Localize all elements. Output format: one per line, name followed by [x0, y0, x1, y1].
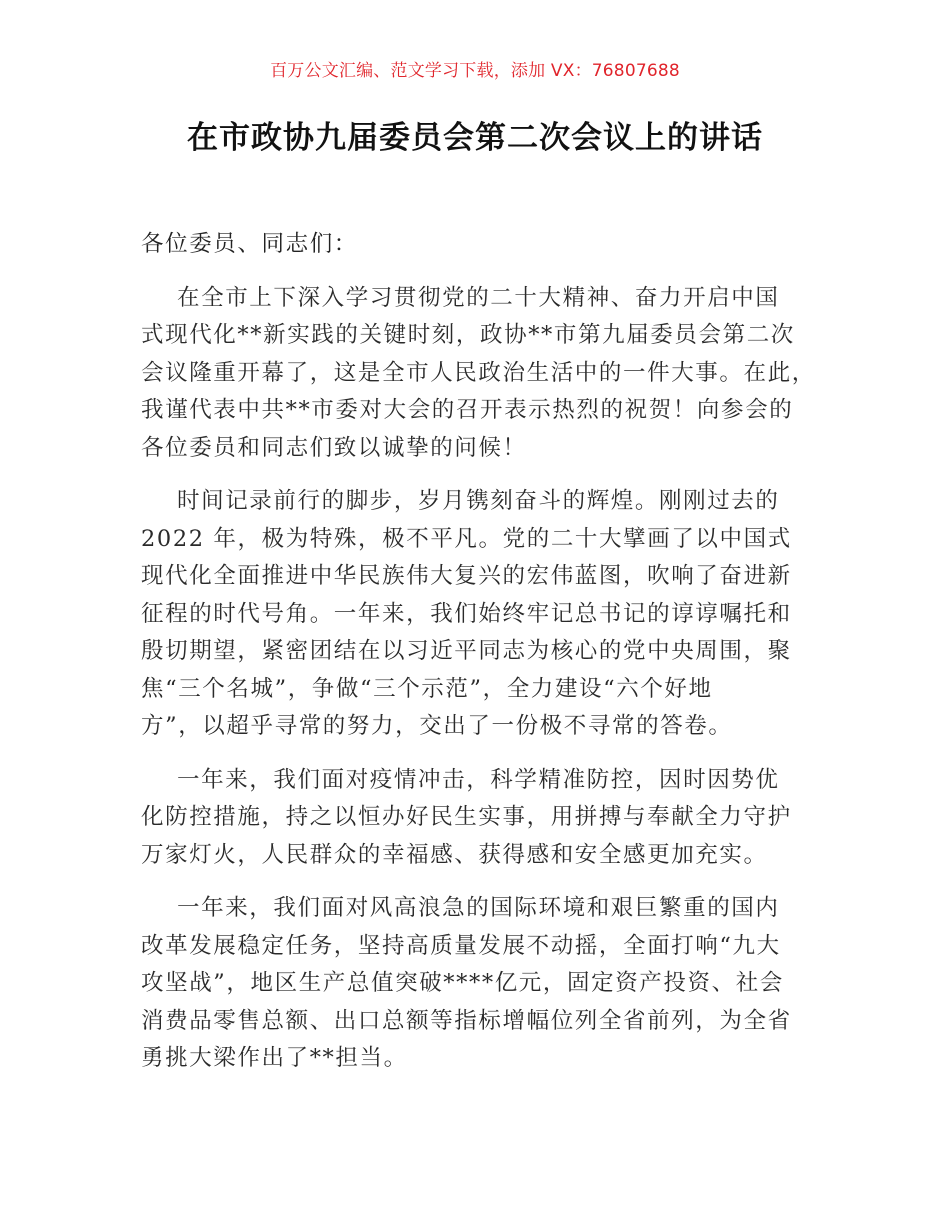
paragraph-gap [141, 467, 821, 483]
salutation: 各位委员、同志们： [141, 231, 358, 257]
text-line: 改革发展稳定任务，坚持高质量发展不动摇，全面打响“九大 [141, 932, 781, 959]
text-line: 消费品零售总额、出口总额等指标增幅位列全省前列，为全省 [141, 1007, 792, 1034]
text-line: 现代化全面推进中华民族伟大复兴的宏伟蓝图，吹响了奋进新 [141, 563, 792, 589]
text-line: 一年来，我们面对风高浪急的国际环境和艰巨繁重的国内 [177, 895, 780, 921]
text-line: 在全市上下深入学习贯彻党的二十大精神、奋力开启中国 [177, 284, 780, 311]
paragraph-1 [141, 280, 821, 468]
document-title: 在市政协九届委员会第二次会议上的讲话 [187, 120, 763, 156]
text-line: 化防控措施，持之以恒办好民生实事，用拼搏与奉献全力守护 [141, 804, 792, 830]
text-line: 方”，以超乎寻常的努力，交出了一份极不寻常的答卷。 [141, 713, 733, 739]
text-line: 时间记录前行的脚步，岁月镌刻奋斗的辉煌。刚刚过去的 [177, 488, 780, 514]
paragraph-3 [141, 762, 821, 875]
text-line: 勇挑大梁作出了**担当。 [141, 1045, 408, 1071]
text-line: 征程的时代号角。一年来，我们始终牢记总书记的谆谆嘱托和 [141, 600, 792, 627]
paragraph-4 [141, 890, 821, 1078]
paragraph-2 [141, 483, 821, 746]
text-line: 式现代化**新实践的关键时刻，政协**市第九届委员会第二次 [141, 322, 795, 348]
text-line: 殷切期望，紧密团结在以习近平同志为核心的党中央周围，聚 [141, 638, 792, 664]
text-line: 万家灯火，人民群众的幸福感、获得感和安全感更加充实。 [141, 841, 768, 868]
text-line: 攻坚战”，地区生产总值突破****亿元，固定资产投资、社会 [141, 970, 784, 996]
paragraph-gap [141, 874, 821, 890]
paragraph-gap [141, 746, 821, 762]
text-line: 焦“三个名城”，争做“三个示范”，全力建设“六个好地 [141, 675, 713, 702]
watermark-banner: 百万公文汇编、范文学习下载，添加 VX：76807688 [270, 61, 680, 81]
text-line: 各位委员和同志们致以诚挚的问候！ [141, 434, 527, 461]
text-line: 2022 年，极为特殊，极不平凡。党的二十大擘画了以中国式 [141, 525, 792, 552]
text-line: 我谨代表中共**市委对大会的召开表示热烈的祝贺！向参会的 [141, 397, 794, 423]
document-body [141, 226, 821, 1078]
text-line: 一年来，我们面对疫情冲击，科学精准防控，因时因势优 [177, 766, 780, 793]
text-line: 会议隆重开幕了，这是全市人民政治生活中的一件大事。在此， [141, 359, 816, 386]
